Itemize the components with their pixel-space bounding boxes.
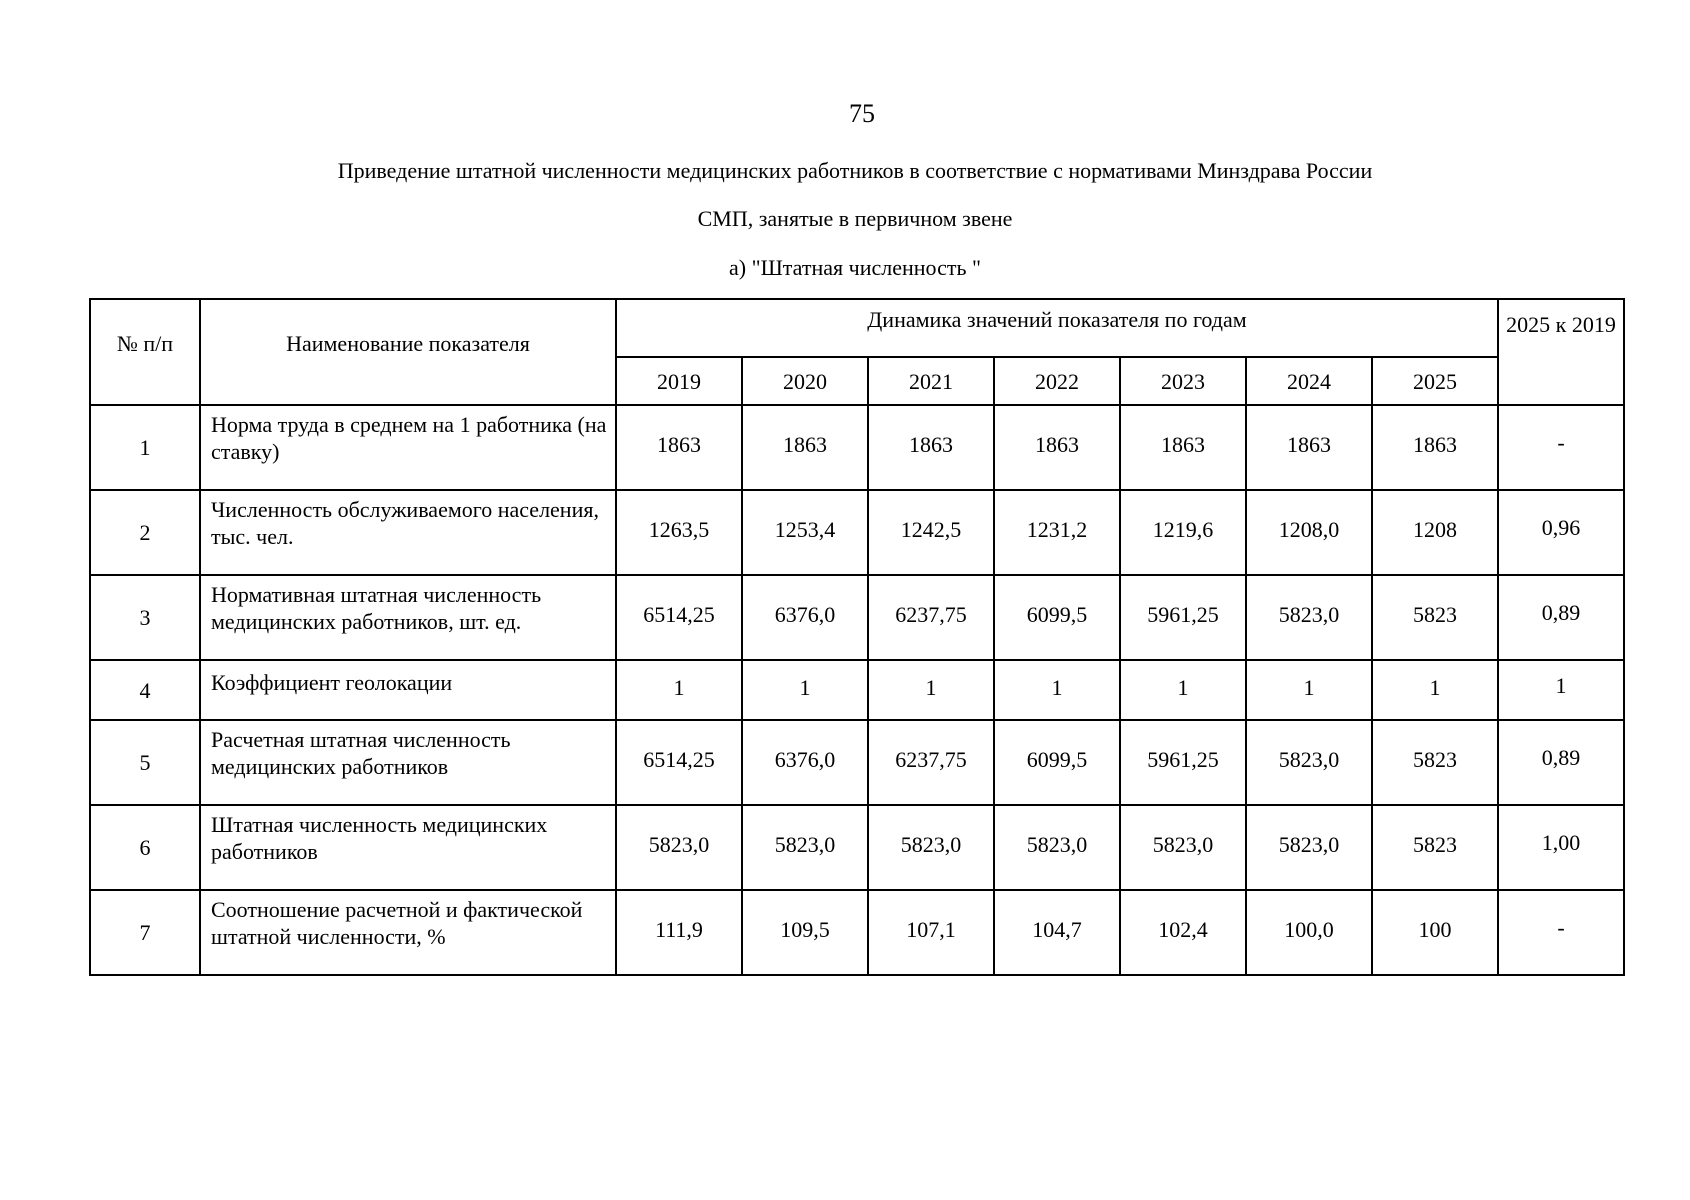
header-year: 2020 xyxy=(742,357,868,405)
value-cell: 100 xyxy=(1372,890,1498,975)
row-number-cell: 3 xyxy=(90,575,200,660)
value-cell: 6237,75 xyxy=(868,720,994,805)
staffing-table xyxy=(89,298,1625,976)
row-number-cell: 7 xyxy=(90,890,200,975)
value-cell: 5823,0 xyxy=(1120,805,1246,890)
indicator-name-cell: Коэффициент геолокации xyxy=(200,660,616,720)
table-row xyxy=(90,890,1624,975)
indicator-name-cell: Расчетная штатная численность медицинских работников xyxy=(200,720,616,805)
row-number-cell: 2 xyxy=(90,490,200,575)
header-ratio: 2025 к 2019 xyxy=(1498,299,1624,405)
document-title: Приведение штатной численности медицинских работников в соответствие с нормативами Минздрава России xyxy=(337,158,1373,183)
indicator-name-cell: Численность обслуживаемого населения, тыс. чел. xyxy=(200,490,616,575)
value-cell: 109,5 xyxy=(742,890,868,975)
value-cell: 1231,2 xyxy=(994,490,1120,575)
table-body xyxy=(90,405,1624,975)
value-cell: 5961,25 xyxy=(1120,575,1246,660)
table-row xyxy=(90,805,1624,890)
ratio-cell: 1,00 xyxy=(1498,805,1624,890)
value-cell: 1 xyxy=(742,660,868,720)
value-cell: 1242,5 xyxy=(868,490,994,575)
ratio-cell: 0,96 xyxy=(1498,490,1624,575)
table-caption: а) "Штатная численность " xyxy=(729,255,981,280)
value-cell: 107,1 xyxy=(868,890,994,975)
row-number-cell: 4 xyxy=(90,660,200,720)
value-cell: 1863 xyxy=(868,405,994,490)
value-cell: 1863 xyxy=(616,405,742,490)
value-cell: 5961,25 xyxy=(1120,720,1246,805)
value-cell: 104,7 xyxy=(994,890,1120,975)
value-cell: 1208,0 xyxy=(1246,490,1372,575)
table-row xyxy=(90,405,1624,490)
ratio-cell: 0,89 xyxy=(1498,575,1624,660)
indicator-name-cell: Нормативная штатная численность медицинских работников, шт. ед. xyxy=(200,575,616,660)
indicator-name-cell: Соотношение расчетной и фактической штатной численности, % xyxy=(200,890,616,975)
table-row xyxy=(90,660,1624,720)
value-cell: 1863 xyxy=(1246,405,1372,490)
value-cell: 1 xyxy=(868,660,994,720)
ratio-cell: 0,89 xyxy=(1498,720,1624,805)
header-year: 2021 xyxy=(868,357,994,405)
value-cell: 1863 xyxy=(1120,405,1246,490)
value-cell: 5823,0 xyxy=(1246,720,1372,805)
value-cell: 1 xyxy=(1120,660,1246,720)
value-cell: 1863 xyxy=(994,405,1120,490)
value-cell: 5823,0 xyxy=(616,805,742,890)
header-indicator-name: Наименование показателя xyxy=(200,299,616,405)
value-cell: 1219,6 xyxy=(1120,490,1246,575)
value-cell: 102,4 xyxy=(1120,890,1246,975)
value-cell: 6099,5 xyxy=(994,575,1120,660)
header-row-number: № п/п xyxy=(90,299,200,405)
row-number-cell: 5 xyxy=(90,720,200,805)
value-cell: 1208 xyxy=(1372,490,1498,575)
header-year: 2025 xyxy=(1372,357,1498,405)
value-cell: 6514,25 xyxy=(616,720,742,805)
ratio-cell: - xyxy=(1498,405,1624,490)
value-cell: 5823,0 xyxy=(1246,575,1372,660)
value-cell: 1 xyxy=(616,660,742,720)
value-cell: 5823 xyxy=(1372,805,1498,890)
value-cell: 1863 xyxy=(1372,405,1498,490)
value-cell: 1 xyxy=(1246,660,1372,720)
value-cell: 5823,0 xyxy=(1246,805,1372,890)
header-year: 2022 xyxy=(994,357,1120,405)
header-year: 2023 xyxy=(1120,357,1246,405)
header-year: 2019 xyxy=(616,357,742,405)
table-row xyxy=(90,720,1624,805)
value-cell: 1253,4 xyxy=(742,490,868,575)
value-cell: 6376,0 xyxy=(742,575,868,660)
value-cell: 1863 xyxy=(742,405,868,490)
value-cell: 6376,0 xyxy=(742,720,868,805)
header-year: 2024 xyxy=(1246,357,1372,405)
value-cell: 5823 xyxy=(1372,575,1498,660)
value-cell: 1 xyxy=(994,660,1120,720)
table-header-row xyxy=(90,299,1624,357)
value-cell: 6099,5 xyxy=(994,720,1120,805)
row-number-cell: 1 xyxy=(90,405,200,490)
indicator-name-cell: Норма труда в среднем на 1 работника (на ставку) xyxy=(200,405,616,490)
document-subtitle: СМП, занятые в первичном звене xyxy=(697,206,1013,231)
table-row xyxy=(90,575,1624,660)
value-cell: 5823 xyxy=(1372,720,1498,805)
value-cell: 111,9 xyxy=(616,890,742,975)
value-cell: 6514,25 xyxy=(616,575,742,660)
value-cell: 5823,0 xyxy=(868,805,994,890)
header-dynamics: Динамика значений показателя по годам xyxy=(616,299,1498,357)
table-row xyxy=(90,490,1624,575)
value-cell: 5823,0 xyxy=(994,805,1120,890)
value-cell: 5823,0 xyxy=(742,805,868,890)
indicator-name-cell: Штатная численность медицинских работников xyxy=(200,805,616,890)
row-number-cell: 6 xyxy=(90,805,200,890)
page-number: 75 xyxy=(849,99,875,128)
ratio-cell: - xyxy=(1498,890,1624,975)
value-cell: 1 xyxy=(1372,660,1498,720)
value-cell: 1263,5 xyxy=(616,490,742,575)
value-cell: 100,0 xyxy=(1246,890,1372,975)
ratio-cell: 1 xyxy=(1498,660,1624,720)
value-cell: 6237,75 xyxy=(868,575,994,660)
